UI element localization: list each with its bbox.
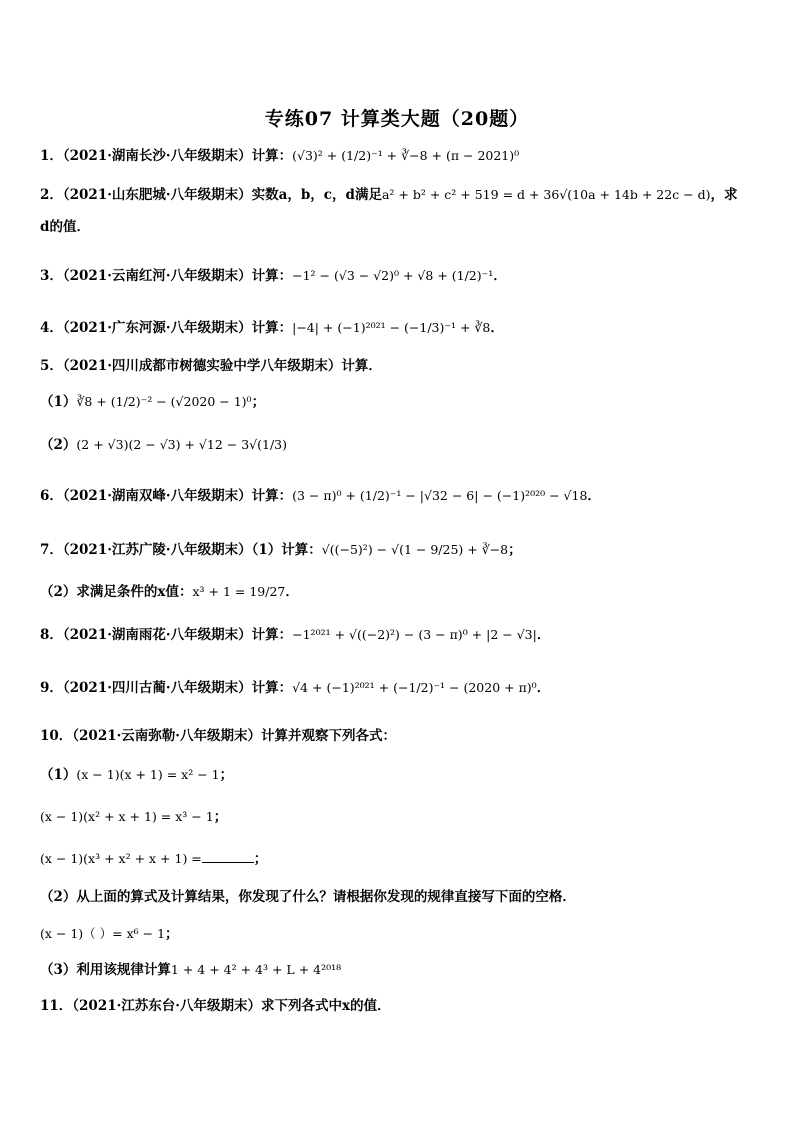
question-label: 6．（2021·湖南双峰·八年级期末） (40, 488, 252, 504)
math-expression: (3 − π)⁰ + (1/2)⁻¹ − |√32 − 6| − (−1)²⁰²⁰ − √18 (292, 488, 588, 503)
question-text: 计算． (341, 358, 382, 374)
page-title: 专练07 计算类大题（20题） (264, 108, 530, 130)
question-tail: ． (536, 680, 551, 696)
math-expression: (x − 1)(x + 1) = x² − 1 (76, 767, 220, 782)
question-tail: ； (213, 809, 228, 825)
part-label: （2） (40, 889, 77, 905)
question-11 (40, 996, 391, 1016)
question-10 (40, 726, 396, 746)
question-tail: ． (490, 320, 504, 336)
question-2 (40, 185, 738, 205)
part-label: （2） (40, 437, 77, 453)
question-tail: ． (285, 584, 299, 600)
question-label: 10．（2021·云南弥勒·八年级期末） (40, 728, 262, 744)
question-text: 计算： (251, 627, 293, 643)
question-3 (40, 266, 507, 286)
math-expression: −1² − (√3 − √2)⁰ + √8 + (1/2)⁻¹ (292, 268, 494, 283)
question-label: 1．（2021·湖南长沙·八年级期末） (40, 148, 252, 164)
question-10-part-2-line-2 (40, 924, 179, 944)
question-4 (40, 318, 504, 338)
question-text: （1）计算： (251, 542, 322, 558)
question-text: 利用该规律计算 (76, 962, 171, 978)
question-tail: ，求 (710, 187, 738, 203)
question-10-part-3 (40, 960, 341, 980)
question-text: 从上面的算式及计算结果，你发现了什么？请根据你发现的规律直接写下面的空格． (76, 889, 576, 905)
question-label: 5．（2021·四川成都市树德实验中学八年级期末） (40, 358, 342, 374)
question-tail: ． (536, 627, 551, 643)
question-5-part-1 (40, 392, 265, 412)
question-label: 4．（2021·广东河源·八年级期末） (40, 320, 252, 336)
question-label: 9．（2021·四川古蔺·八年级期末） (40, 680, 252, 696)
question-tail: ． (587, 488, 601, 504)
question-7-part-2 (40, 582, 299, 602)
question-7 (40, 540, 522, 560)
question-text: 计算： (251, 268, 293, 284)
question-10-part-1 (40, 765, 233, 785)
math-expression: ∛8 + (1/2)⁻² − (√2020 − 1)⁰ (76, 394, 252, 409)
question-label: 8．（2021·湖南雨花·八年级期末） (40, 627, 252, 643)
math-expression: −1²⁰²¹ + √((−2)²) − (3 − π)⁰ + |2 − √3| (292, 627, 537, 642)
part-label: （2） (40, 584, 77, 600)
math-expression: x³ + 1 = 19/27 (192, 584, 286, 599)
math-expression: (2 + √3)(2 − √3) + √12 − 3√(1/3) (76, 437, 287, 452)
question-10-part-2 (40, 887, 576, 907)
math-expression: (√3)² + (1/2)⁻¹ + ∛−8 + (π − 2021)⁰ (292, 148, 520, 163)
math-expression: (x − 1)(x³ + x² + x + 1) = (40, 851, 202, 866)
question-9 (40, 678, 550, 698)
question-text: 计算： (251, 680, 293, 696)
answer-blank[interactable] (202, 850, 254, 863)
question-tail: ； (165, 926, 179, 942)
question-text: d的值． (40, 219, 90, 235)
math-expression: 1 + 4 + 4² + 4³ + L + 4²⁰¹⁸ (170, 962, 342, 977)
question-text: 计算并观察下列各式： (261, 728, 397, 744)
question-label: 3．（2021·云南红河·八年级期末） (40, 268, 252, 284)
question-2-continued (40, 217, 90, 237)
part-label: （3） (40, 962, 77, 978)
math-expression: |−4| + (−1)²⁰²¹ − (−1/3)⁻¹ + ∛8 (292, 320, 491, 335)
question-label: 7．（2021·江苏广陵·八年级期末） (40, 542, 252, 558)
math-expression: (x − 1)(x² + x + 1) = x³ − 1 (40, 809, 214, 824)
question-text: 实数a，b，c，d满足 (251, 187, 382, 203)
question-text: 计算： (251, 320, 293, 336)
question-5-part-2 (40, 435, 287, 455)
question-8 (40, 625, 550, 645)
math-expression: √((−5)²) − √(1 − 9/25) + ∛−8 (321, 542, 509, 557)
question-10-part-1-line-2 (40, 807, 227, 827)
part-label: （1） (40, 394, 77, 410)
part-label: （1） (40, 767, 77, 783)
question-text: 计算： (251, 488, 293, 504)
question-5 (40, 356, 382, 376)
math-expression: a² + b² + c² + 519 = d + 36√(10a + 14b + 22c − d) (381, 187, 711, 202)
question-tail: ； (251, 394, 266, 410)
question-tail: ． (493, 268, 507, 284)
question-label: 11．（2021·江苏东台·八年级期末） (40, 998, 262, 1014)
question-6 (40, 486, 601, 506)
math-expression: √4 + (−1)²⁰²¹ + (−1/2)⁻¹ − (2020 + π)⁰ (292, 680, 537, 695)
question-text: 求满足条件的x值： (76, 584, 193, 600)
math-expression: (x − 1)（ ）= x⁶ − 1 (40, 926, 166, 941)
question-tail: ； (219, 767, 234, 783)
question-text: 计算： (251, 148, 293, 164)
question-10-part-1-line-3 (40, 849, 267, 869)
question-1 (40, 146, 519, 166)
question-text: 求下列各式中x的值． (261, 998, 391, 1014)
question-tail: ； (253, 851, 268, 867)
question-label: 2．（2021·山东肥城·八年级期末） (40, 187, 252, 203)
question-tail: ； (508, 542, 522, 558)
